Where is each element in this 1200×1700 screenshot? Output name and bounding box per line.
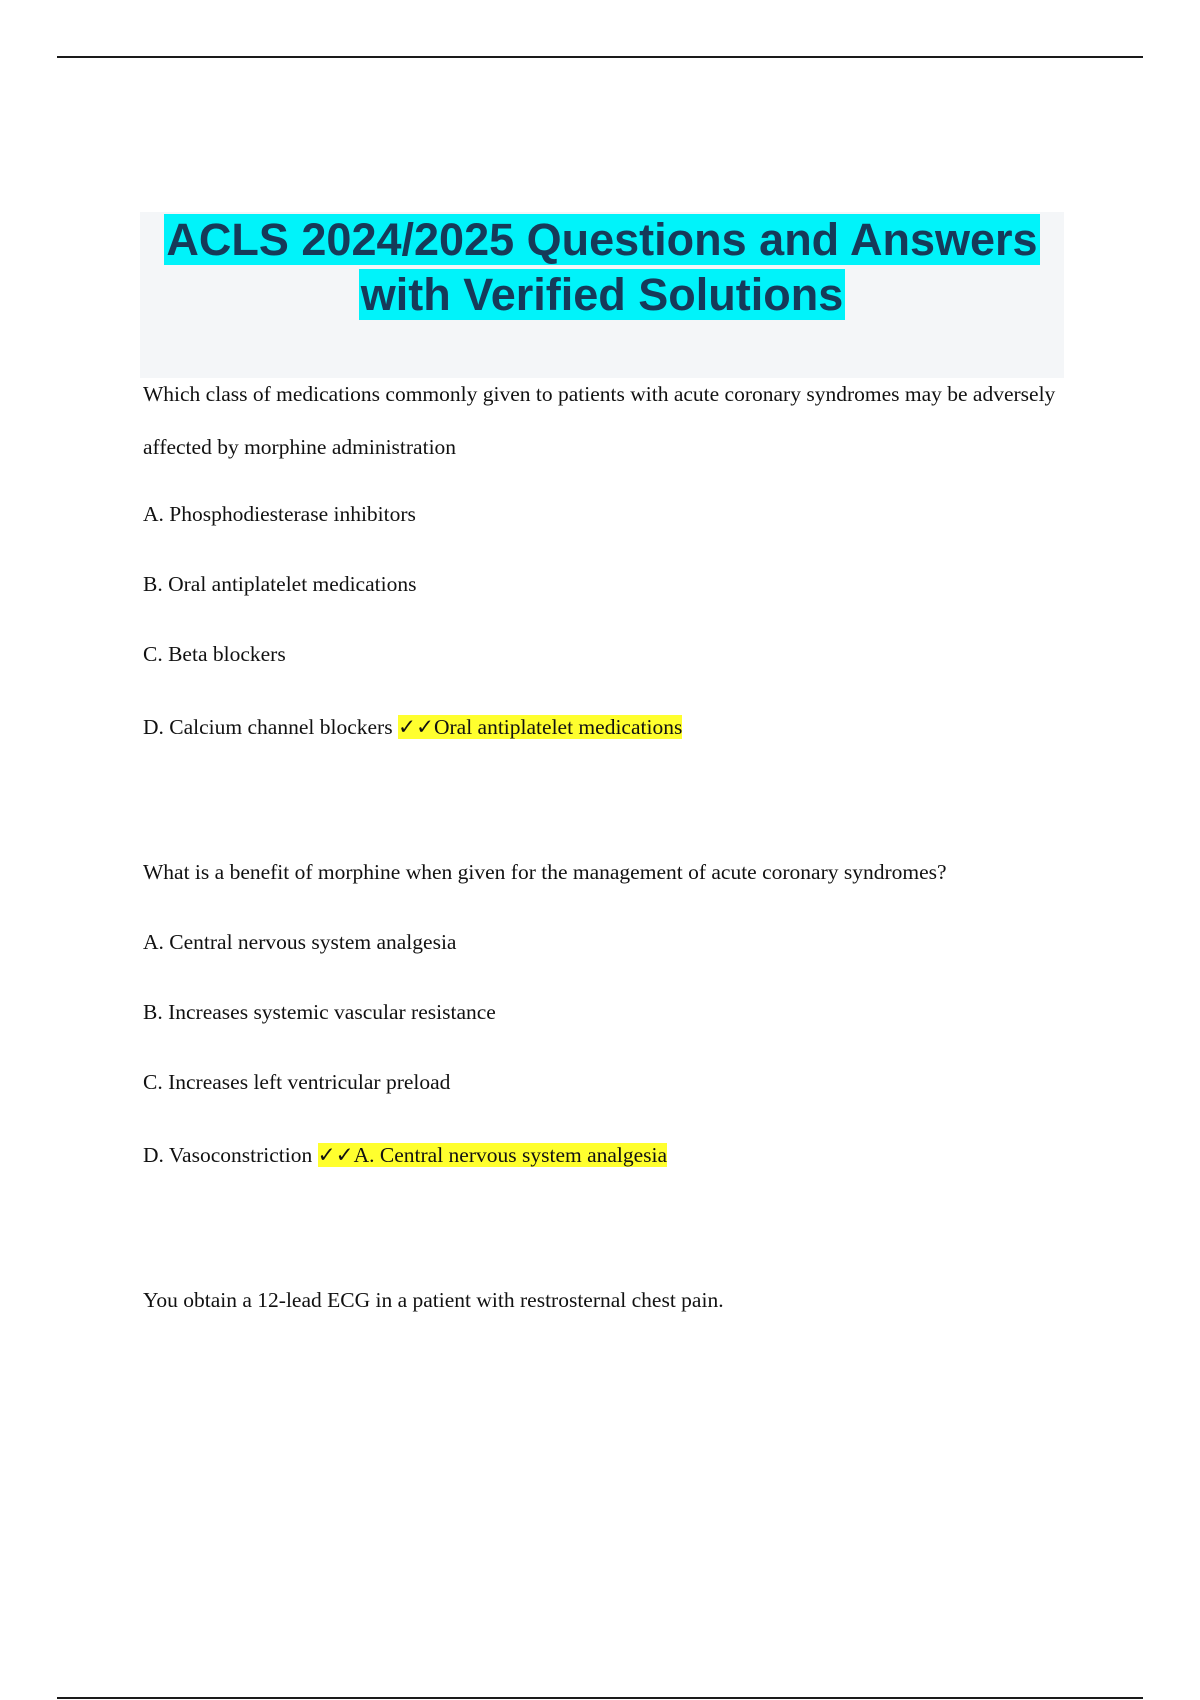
document-title xyxy=(140,212,1064,322)
title-line-1: ACLS 2024/2025 Questions and Answers xyxy=(166,214,1038,265)
question-2-option-c: C. Increases left ventricular preload xyxy=(143,1070,451,1094)
question-1-option-d: D. Calcium channel blockers xyxy=(143,715,398,739)
top-rule xyxy=(57,56,1143,58)
question-1-answer: ✓✓Oral antiplatelet medications xyxy=(397,715,683,739)
question-3-stem: You obtain a 12-lead ECG in a patient with restrosternal chest pain. xyxy=(143,1288,724,1312)
title-line-2: with Verified Solutions xyxy=(360,269,844,320)
question-2-answer: ✓✓A. Central nervous system analgesia xyxy=(317,1143,668,1167)
question-1-option-b: B. Oral antiplatelet medications xyxy=(143,572,417,596)
question-1-option-a: A. Phosphodiesterase inhibitors xyxy=(143,502,416,526)
question-2-stem: What is a benefit of morphine when given for the management of acute coronary syndromes? xyxy=(143,860,947,884)
question-2-option-b: B. Increases systemic vascular resistance xyxy=(143,1000,496,1024)
question-2-option-d-line xyxy=(143,1141,667,1169)
question-1-option-c: C. Beta blockers xyxy=(143,642,286,666)
question-1-stem: Which class of medications commonly given to patients with acute coronary syndromes may be adversely affected by morphine administration xyxy=(143,382,1056,459)
bottom-rule xyxy=(57,1697,1143,1699)
question-2-option-a: A. Central nervous system analgesia xyxy=(143,930,457,954)
question-1-option-d-line xyxy=(143,713,682,741)
question-2-option-d: D. Vasoconstriction xyxy=(143,1143,318,1167)
